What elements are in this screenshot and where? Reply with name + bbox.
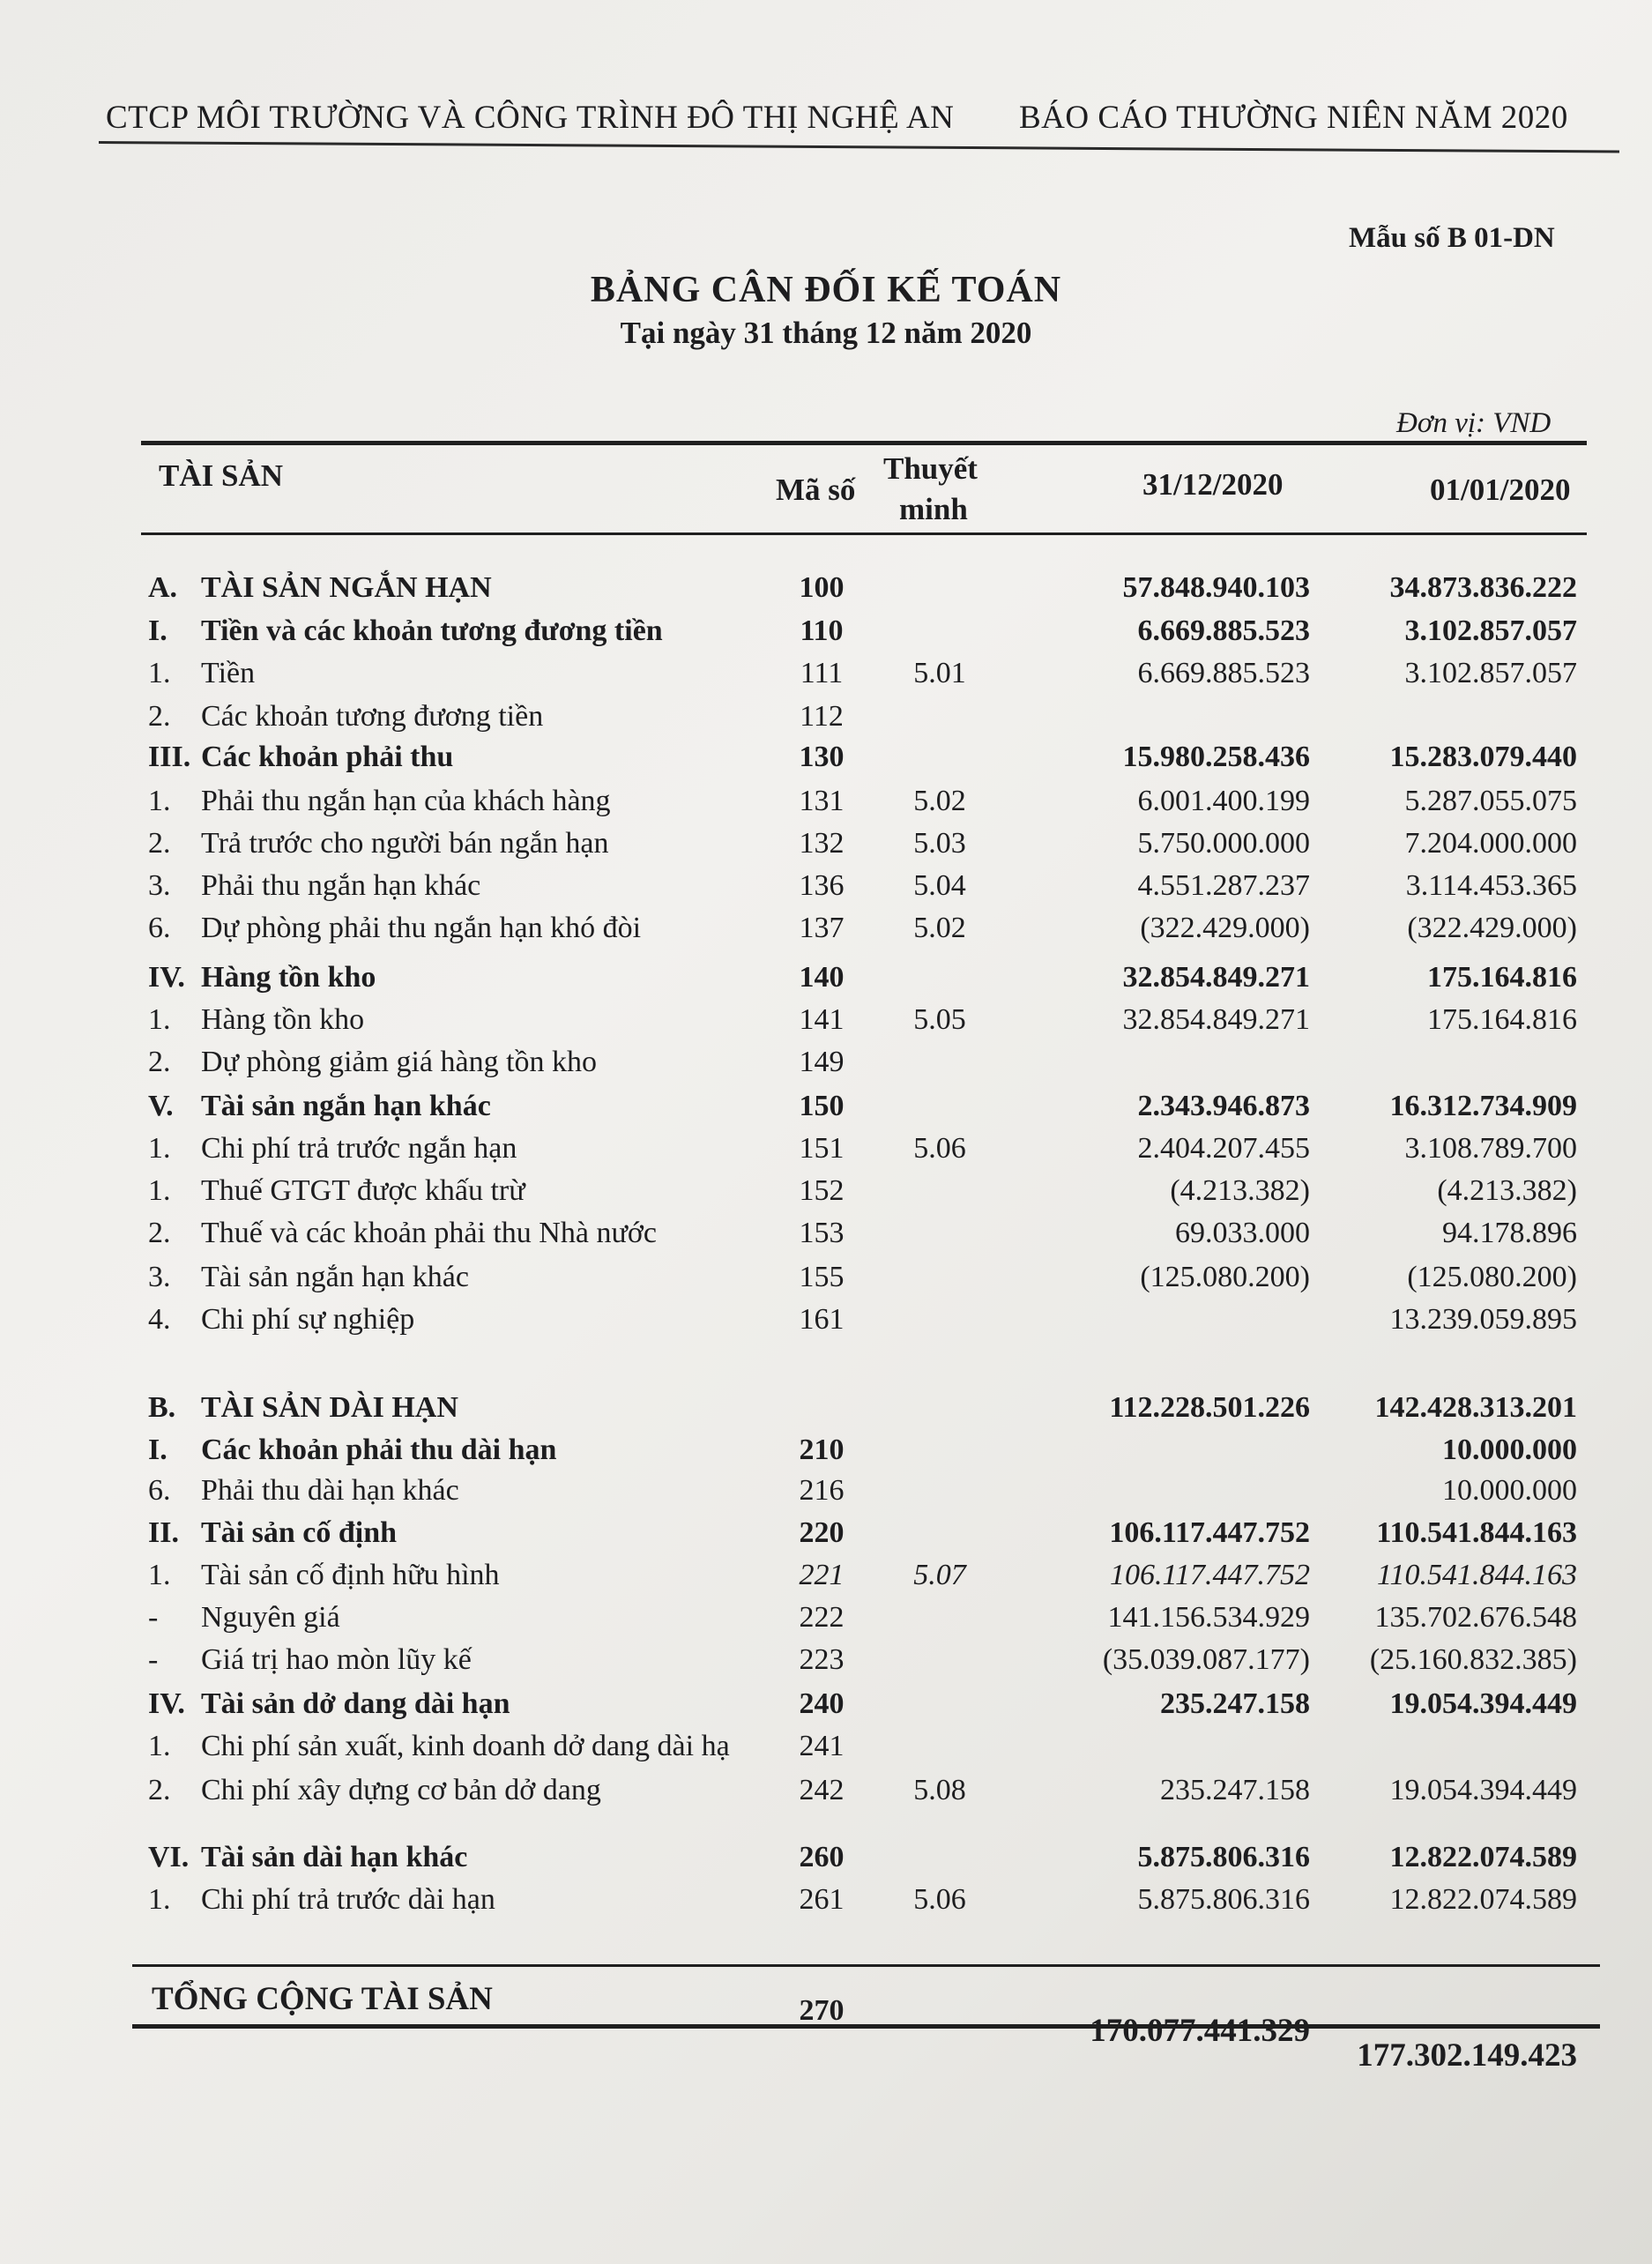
row-note: 5.04: [913, 869, 966, 902]
table-row: [0, 700, 1652, 741]
row-label: TÀI SẢN DÀI HẠN: [201, 1391, 458, 1424]
table-row: [0, 1559, 1652, 1599]
row-index: B.: [148, 1391, 176, 1424]
table-row: [0, 741, 1652, 781]
row-value-start: 142.428.313.201: [1374, 1391, 1577, 1424]
table-row: [0, 657, 1652, 697]
row-note: 5.03: [913, 827, 966, 860]
table-row: [0, 869, 1652, 910]
row-code: 240: [799, 1687, 845, 1720]
row-value-end: 2.343.946.873: [1137, 1090, 1310, 1122]
table-row: [0, 1217, 1652, 1257]
row-value-start: 16.312.734.909: [1389, 1090, 1577, 1122]
column-header-code: Mã số: [776, 473, 856, 507]
table-row: [0, 785, 1652, 825]
row-value-start: 12.822.074.589: [1389, 1841, 1577, 1873]
row-label: Các khoản phải thu dài hạn: [201, 1434, 557, 1466]
table-row: [0, 827, 1652, 868]
total-value-start: 177.302.149.423: [1357, 2037, 1577, 2074]
table-row: [0, 1883, 1652, 1924]
row-code: 130: [799, 741, 845, 773]
table-row: [0, 1474, 1652, 1515]
row-label: Phải thu dài hạn khác: [201, 1474, 459, 1507]
row-label: Tài sản ngắn hạn khác: [201, 1261, 469, 1293]
row-index: III.: [148, 741, 191, 773]
row-label: Chi phí xây dựng cơ bản dở dang: [201, 1774, 601, 1806]
page-title: BẢNG CÂN ĐỐI KẾ TOÁN: [590, 270, 1062, 310]
row-value-start: 3.108.789.700: [1404, 1132, 1577, 1165]
row-index: 1.: [148, 1559, 171, 1591]
table-row: [0, 1643, 1652, 1684]
row-note: 5.02: [913, 912, 966, 944]
row-note: 5.06: [913, 1883, 966, 1916]
row-value-end: (4.213.382): [1170, 1174, 1310, 1207]
row-label: Các khoản phải thu: [201, 741, 454, 773]
row-code: 150: [799, 1090, 845, 1122]
header-divider: [99, 141, 1619, 153]
row-value-start: 5.287.055.075: [1404, 785, 1577, 817]
table-row: [0, 614, 1652, 655]
column-header-start: 01/01/2020: [1430, 473, 1571, 507]
row-code: 132: [799, 827, 845, 860]
table-row: [0, 1434, 1652, 1474]
currency-unit: Đơn vị: VND: [1396, 407, 1552, 439]
column-header-note-line2: minh: [899, 492, 968, 526]
row-label: Tài sản cố định hữu hình: [201, 1559, 500, 1591]
column-header-note-line1: Thuyết: [883, 451, 978, 486]
table-header-rule: [141, 532, 1587, 535]
row-index: IV.: [148, 961, 185, 994]
row-value-start: (125.080.200): [1407, 1261, 1577, 1293]
table-row: [0, 1132, 1652, 1173]
row-value-end: 106.117.447.752: [1110, 1559, 1310, 1591]
row-label: Hàng tồn kho: [201, 1003, 365, 1036]
row-index: VI.: [148, 1841, 190, 1873]
row-index: 1.: [148, 1883, 171, 1916]
row-note: 5.07: [913, 1559, 966, 1591]
row-code: 141: [799, 1003, 845, 1036]
row-index: I.: [148, 614, 167, 647]
row-value-start: 3.102.857.057: [1404, 657, 1577, 689]
table-row: [0, 912, 1652, 952]
row-index: 1.: [148, 1003, 171, 1036]
row-value-start: 3.114.453.365: [1405, 869, 1577, 902]
row-value-end: 32.854.849.271: [1122, 1003, 1310, 1036]
row-index: 2.: [148, 1217, 171, 1249]
form-code: Mẫu số B 01-DN: [1349, 222, 1555, 254]
column-header-end: 31/12/2020: [1142, 467, 1284, 502]
row-code: 137: [799, 912, 845, 944]
row-code: 216: [799, 1474, 845, 1507]
row-value-end: 6.001.400.199: [1137, 785, 1310, 817]
row-label: Tài sản cố định: [201, 1516, 398, 1549]
row-value-end: 235.247.158: [1160, 1687, 1310, 1720]
row-value-start: 10.000.000: [1442, 1434, 1577, 1466]
row-value-end: 57.848.940.103: [1122, 571, 1310, 604]
row-value-end: (322.429.000): [1140, 912, 1310, 944]
row-code: 140: [799, 961, 845, 994]
row-index: V.: [148, 1090, 174, 1122]
row-value-start: 10.000.000: [1442, 1474, 1577, 1507]
row-code: 223: [799, 1643, 845, 1676]
row-index: -: [148, 1601, 159, 1634]
row-value-end: 69.033.000: [1175, 1217, 1310, 1249]
table-row: [0, 571, 1652, 612]
row-value-start: (4.213.382): [1437, 1174, 1577, 1207]
table-row: [0, 1303, 1652, 1344]
row-label: Nguyên giá: [201, 1601, 340, 1634]
row-value-start: 135.702.676.548: [1374, 1601, 1577, 1634]
row-code: 152: [799, 1174, 845, 1207]
row-value-end: 5.875.806.316: [1137, 1841, 1310, 1873]
row-index: 4.: [148, 1303, 171, 1336]
table-row: [0, 1261, 1652, 1301]
row-value-start: 12.822.074.589: [1389, 1883, 1577, 1916]
table-row: [0, 961, 1652, 1002]
row-code: 241: [799, 1730, 845, 1762]
table-row: [0, 1090, 1652, 1130]
row-index: 3.: [148, 869, 171, 902]
row-label: Chi phí trả trước dài hạn: [201, 1883, 495, 1916]
row-value-start: 110.541.844.163: [1377, 1559, 1577, 1591]
row-code: 261: [799, 1883, 845, 1916]
report-date: Tại ngày 31 tháng 12 năm 2020: [620, 316, 1032, 350]
row-index: 2.: [148, 700, 171, 733]
row-label: Trả trước cho người bán ngắn hạn: [201, 827, 609, 860]
row-value-end: 15.980.258.436: [1122, 741, 1310, 773]
row-code: 136: [799, 869, 845, 902]
row-value-start: 19.054.394.449: [1389, 1687, 1577, 1720]
row-code: 100: [799, 571, 845, 604]
row-index: -: [148, 1643, 159, 1676]
row-index: 1.: [148, 657, 171, 689]
report-name: BÁO CÁO THƯỜNG NIÊN NĂM 2020: [1019, 100, 1568, 136]
row-label: TÀI SẢN NGẮN HẠN: [201, 571, 492, 604]
row-value-end: 2.404.207.455: [1137, 1132, 1310, 1165]
row-value-start: 15.283.079.440: [1389, 741, 1577, 773]
row-index: 1.: [148, 1132, 171, 1165]
table-row: [0, 1730, 1652, 1770]
row-code: 221: [799, 1559, 845, 1591]
row-value-end: 4.551.287.237: [1137, 869, 1310, 902]
row-value-start: 175.164.816: [1427, 961, 1577, 994]
row-label: Phải thu ngắn hạn khác: [201, 869, 481, 902]
row-note: 5.05: [913, 1003, 966, 1036]
row-code: 210: [799, 1434, 845, 1466]
row-label: Thuế GTGT được khấu trừ: [201, 1174, 525, 1207]
total-code: 270: [799, 1994, 845, 2027]
row-code: 260: [799, 1841, 845, 1873]
row-code: 111: [800, 657, 844, 689]
row-index: A.: [148, 571, 178, 604]
row-value-end: 6.669.885.523: [1137, 657, 1310, 689]
row-index: 6.: [148, 1474, 171, 1507]
row-label: Tài sản dài hạn khác: [201, 1841, 468, 1873]
row-value-start: 19.054.394.449: [1389, 1774, 1577, 1806]
row-label: Hàng tồn kho: [201, 961, 376, 994]
row-label: Chi phí sự nghiệp: [201, 1303, 415, 1336]
table-row: [0, 1516, 1652, 1557]
row-label: Chi phí sản xuất, kinh doanh dở dang dài hạ: [201, 1730, 730, 1762]
row-value-end: 6.669.885.523: [1137, 614, 1310, 647]
row-value-start: 3.102.857.057: [1404, 614, 1577, 647]
row-value-start: 7.204.000.000: [1404, 827, 1577, 860]
row-index: 2.: [148, 827, 171, 860]
row-label: Dự phòng phải thu ngắn hạn khó đòi: [201, 912, 642, 944]
row-code: 222: [799, 1601, 845, 1634]
row-label: Thuế và các khoản phải thu Nhà nước: [201, 1217, 657, 1249]
row-label: Tài sản dở dang dài hạn: [201, 1687, 510, 1720]
row-value-start: (25.160.832.385): [1369, 1643, 1577, 1676]
row-code: 151: [799, 1132, 845, 1165]
row-code: 161: [799, 1303, 845, 1336]
total-value-end: 170.077.441.329: [1090, 2013, 1310, 2049]
row-value-end: 5.750.000.000: [1137, 827, 1310, 860]
row-note: 5.01: [913, 657, 966, 689]
row-index: 1.: [148, 785, 171, 817]
row-label: Các khoản tương đương tiền: [201, 700, 544, 733]
column-header-assets: TÀI SẢN: [159, 458, 284, 493]
row-index: II.: [148, 1516, 179, 1549]
table-row: [0, 1774, 1652, 1814]
row-label: Tài sản ngắn hạn khác: [201, 1090, 491, 1122]
row-label: Tiền và các khoản tương đương tiền: [201, 614, 663, 647]
row-label: Tiền: [201, 657, 256, 689]
table-row: [0, 1174, 1652, 1215]
row-label: Chi phí trả trước ngắn hạn: [201, 1132, 517, 1165]
row-value-end: 112.228.501.226: [1109, 1391, 1310, 1424]
row-value-start: 34.873.836.222: [1389, 571, 1577, 604]
row-value-end: 141.156.534.929: [1107, 1601, 1310, 1634]
row-index: 2.: [148, 1774, 171, 1806]
row-index: 2.: [148, 1046, 171, 1078]
row-value-start: (322.429.000): [1407, 912, 1577, 944]
table-row: [0, 1601, 1652, 1642]
row-value-start: 13.239.059.895: [1389, 1303, 1577, 1336]
row-label: Dự phòng giảm giá hàng tồn kho: [201, 1046, 598, 1078]
row-note: 5.08: [913, 1774, 966, 1806]
row-index: IV.: [148, 1687, 185, 1720]
row-value-end: 235.247.158: [1160, 1774, 1310, 1806]
total-bottom-rule: [132, 2024, 1600, 2029]
row-code: 242: [799, 1774, 845, 1806]
row-value-end: 32.854.849.271: [1122, 961, 1310, 994]
total-top-rule: [132, 1964, 1600, 1967]
row-note: 5.02: [913, 785, 966, 817]
row-value-end: 106.117.447.752: [1109, 1516, 1310, 1549]
row-code: 149: [799, 1046, 845, 1078]
table-row: [0, 1003, 1652, 1044]
row-code: 110: [800, 614, 844, 647]
row-value-end: (35.039.087.177): [1102, 1643, 1310, 1676]
row-code: 153: [799, 1217, 845, 1249]
table-top-rule: [141, 441, 1587, 445]
table-row: [0, 1391, 1652, 1432]
row-value-end: 5.875.806.316: [1137, 1883, 1310, 1916]
row-code: 220: [799, 1516, 845, 1549]
row-index: 1.: [148, 1174, 171, 1207]
company-name: CTCP MÔI TRƯỜNG VÀ CÔNG TRÌNH ĐÔ THỊ NGHỆ AN: [106, 100, 955, 136]
table-row: [0, 1841, 1652, 1881]
row-value-end: (125.080.200): [1140, 1261, 1310, 1293]
row-index: 3.: [148, 1261, 171, 1293]
row-label: Phải thu ngắn hạn của khách hàng: [201, 785, 611, 817]
row-code: 155: [799, 1261, 845, 1293]
row-value-start: 110.541.844.163: [1376, 1516, 1577, 1549]
row-code: 112: [800, 700, 844, 733]
table-row: [0, 1687, 1652, 1728]
row-note: 5.06: [913, 1132, 966, 1165]
table-row: [0, 1046, 1652, 1086]
row-code: 131: [799, 785, 845, 817]
row-value-start: 175.164.816: [1427, 1003, 1577, 1036]
row-index: 6.: [148, 912, 171, 944]
row-label: Giá trị hao mòn lũy kế: [201, 1643, 472, 1676]
row-value-start: 94.178.896: [1442, 1217, 1577, 1249]
row-index: 1.: [148, 1730, 171, 1762]
total-label: TỔNG CỘNG TÀI SẢN: [152, 1981, 493, 2017]
row-index: I.: [148, 1434, 167, 1466]
